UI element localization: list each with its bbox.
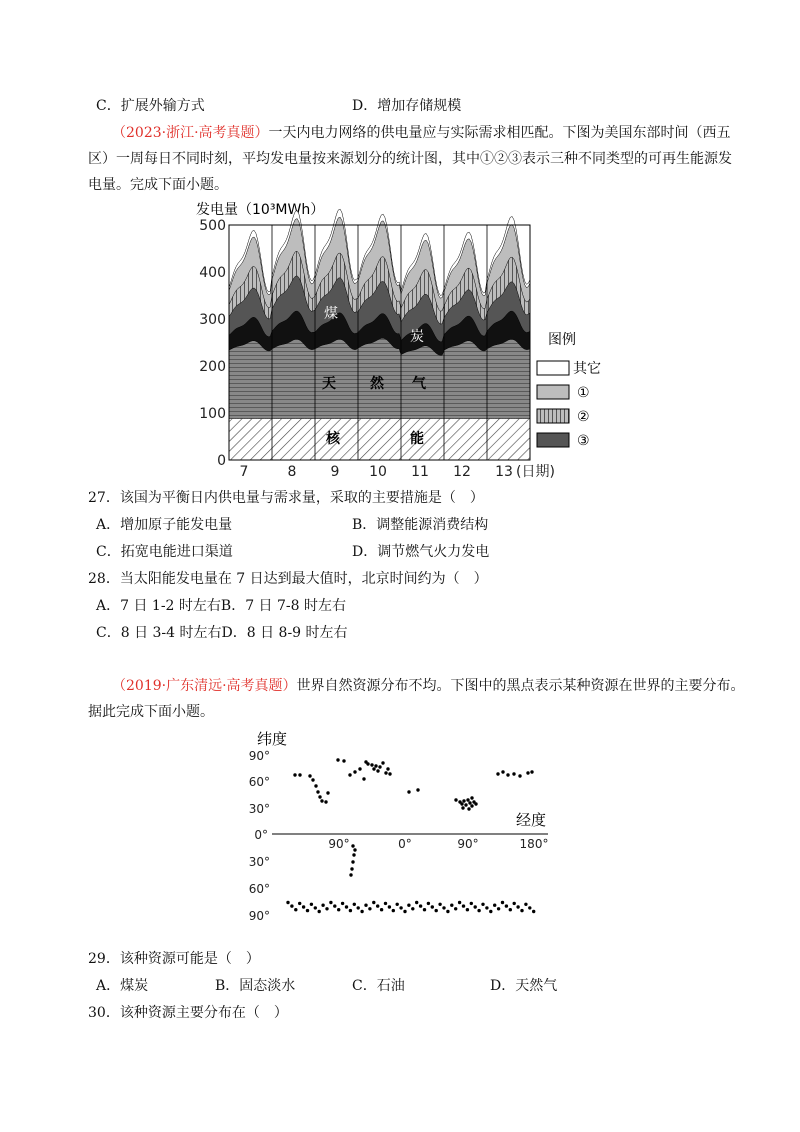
resource-dot xyxy=(353,848,356,851)
resource-dot xyxy=(442,906,445,909)
resource-dot xyxy=(320,799,323,802)
resource-dot xyxy=(470,902,473,905)
resource-dot xyxy=(316,790,319,793)
resource-dot xyxy=(357,906,360,909)
resource-dot xyxy=(431,905,434,908)
resource-dot xyxy=(348,773,351,776)
passage-text: 一天内电力网络的供电量应与实际需求相匹配。下图为美国东部时间（西五 xyxy=(268,125,731,141)
resource-dot xyxy=(311,778,314,781)
y-tick: 300 xyxy=(199,312,226,328)
resource-dot xyxy=(362,777,365,780)
resource-dots xyxy=(286,758,535,913)
coal-label: 炭 xyxy=(410,329,424,345)
resource-dot xyxy=(384,902,387,905)
q29-option-c: C．石油 xyxy=(352,978,405,994)
source-tag: （2023·浙江·高考真题） xyxy=(112,125,269,141)
resource-dot xyxy=(462,904,465,907)
lon-tick: 180° xyxy=(519,837,549,851)
resource-dot xyxy=(306,909,309,912)
resource-dot xyxy=(386,767,389,770)
resource-dot xyxy=(528,906,531,909)
resource-dot xyxy=(407,790,410,793)
passage1-line2: 区）一周每日不同时刻，平均发电量按来源划分的统计图，其中①②③表示三种不同类型的可再生能源发 xyxy=(88,151,732,167)
lon-tick: 0° xyxy=(398,837,412,851)
resource-dot xyxy=(325,907,328,910)
source-tag: （2019·广东清远·高考真题） xyxy=(112,678,297,694)
resource-dot xyxy=(352,853,355,856)
lon-tick: 90° xyxy=(328,837,350,851)
y-tick: 0 xyxy=(217,453,226,469)
q29-option-b: B．固态淡水 xyxy=(215,978,296,994)
q29-stem: 29．该种资源可能是（ ） xyxy=(88,951,260,967)
resource-dot xyxy=(360,910,363,913)
resource-dot xyxy=(358,767,361,770)
resource-dot xyxy=(403,910,406,913)
resource-dot xyxy=(302,905,305,908)
resource-dot xyxy=(446,910,449,913)
legend xyxy=(537,361,601,449)
resource-dot xyxy=(290,904,293,907)
resource-dot xyxy=(298,773,301,776)
resource-dot xyxy=(509,908,512,911)
resource-dot xyxy=(419,904,422,907)
resource-dot xyxy=(380,908,383,911)
resource-dot xyxy=(481,903,484,906)
resource-dot xyxy=(526,771,529,774)
resource-dot xyxy=(415,901,418,904)
resource-dot xyxy=(286,901,289,904)
coal-label: 煤 xyxy=(324,306,338,322)
resource-dot xyxy=(399,906,402,909)
resource-dot xyxy=(326,791,329,794)
resource-dot xyxy=(388,772,391,775)
resource-dot xyxy=(462,799,465,802)
resource-dot xyxy=(454,907,457,910)
legend-label: ① xyxy=(577,385,590,401)
resource-dot xyxy=(466,798,469,801)
resource-dot xyxy=(333,904,336,907)
resource-dot xyxy=(314,906,317,909)
stacked-areas xyxy=(229,209,530,460)
resource-dot xyxy=(427,902,430,905)
resource-dot xyxy=(364,904,367,907)
resource-dot xyxy=(520,909,523,912)
gas-label: 然 xyxy=(370,376,384,392)
passage1-line1 xyxy=(112,124,731,142)
x-tick: 7 xyxy=(239,464,249,480)
lat-tick: 30° xyxy=(248,802,270,816)
resource-dot xyxy=(381,761,384,764)
lat-tick: 60° xyxy=(248,882,270,896)
x-axis-unit: (日期) xyxy=(516,464,555,480)
lat-tick: 90° xyxy=(248,909,270,923)
resource-dot xyxy=(501,770,504,773)
resource-dot xyxy=(477,909,480,912)
resource-dot xyxy=(501,901,504,904)
resource-dot xyxy=(345,905,348,908)
resource-dot xyxy=(324,800,327,803)
resource-dot xyxy=(466,908,469,911)
resource-dot xyxy=(407,904,410,907)
resource-dot xyxy=(524,903,527,906)
resource-dot xyxy=(454,798,457,801)
y-axis-title: 发电量（10³MWh） xyxy=(196,202,325,218)
passage2-line1 xyxy=(112,677,745,695)
q27-option-c: C．拓宽电能进口渠道 xyxy=(96,544,233,560)
resource-dot xyxy=(423,908,426,911)
resource-dot xyxy=(470,804,473,807)
resource-dot xyxy=(512,772,515,775)
lat-tick: 90° xyxy=(248,749,270,763)
x-tick: 11 xyxy=(411,464,429,480)
resource-dot xyxy=(458,901,461,904)
q27-option-a: A．增加原子能发电量 xyxy=(96,517,233,533)
resource-dot xyxy=(342,759,345,762)
resource-dot xyxy=(314,784,317,787)
resource-dot xyxy=(351,860,354,863)
x-tick: 13 xyxy=(495,464,513,480)
resource-dot xyxy=(489,910,492,913)
x-tick: 10 xyxy=(369,464,387,480)
nuclear-label: 能 xyxy=(410,431,424,447)
resource-dot xyxy=(460,802,463,805)
resource-dot xyxy=(351,844,354,847)
resource-dot xyxy=(396,903,399,906)
nuclear-label: 核 xyxy=(326,431,340,447)
q27-stem: 27．该国为平衡日内供电量与需求量，采取的主要措施是（ ） xyxy=(88,490,484,506)
resource-dot xyxy=(474,905,477,908)
resource-dot xyxy=(310,903,313,906)
resource-dot xyxy=(505,904,508,907)
resource-dot xyxy=(392,909,395,912)
resource-dot xyxy=(308,774,311,777)
passage1-line3: 电量。完成下面小题。 xyxy=(88,177,228,193)
longitude-title: 经度 xyxy=(516,811,547,829)
resource-dot xyxy=(366,762,369,765)
resource-dot xyxy=(461,806,464,809)
resource-dot xyxy=(376,904,379,907)
resource-dot xyxy=(349,909,352,912)
resource-dot xyxy=(318,795,321,798)
resource-dot xyxy=(321,904,324,907)
resource-dot xyxy=(378,765,381,768)
resource-dot xyxy=(372,901,375,904)
q28-options-cd: C．8 日 3-4 时左右D．8 日 8-9 时左右 xyxy=(96,625,348,641)
legend-swatch-3 xyxy=(537,433,569,447)
option-d: D．增加存储规模 xyxy=(352,98,462,114)
legend-swatch-1 xyxy=(537,385,569,399)
x-tick: 8 xyxy=(287,464,297,480)
resource-dot xyxy=(513,902,516,905)
resource-dot xyxy=(372,767,375,770)
resource-dot xyxy=(293,773,296,776)
legend-label: ③ xyxy=(577,433,590,449)
q30-stem: 30．该种资源主要分布在（ ） xyxy=(88,1005,288,1021)
resource-dot xyxy=(474,802,477,805)
resource-dot xyxy=(350,867,353,870)
y-tick: 100 xyxy=(199,406,226,422)
lat-tick: 30° xyxy=(248,855,270,869)
resource-dot xyxy=(438,903,441,906)
legend-label: ② xyxy=(577,409,590,425)
resource-dot xyxy=(374,764,377,767)
legend-label: 其它 xyxy=(573,361,601,377)
resource-dot xyxy=(518,774,521,777)
resource-dot xyxy=(370,763,373,766)
lon-tick: 90° xyxy=(457,837,479,851)
resource-dot xyxy=(376,769,379,772)
x-tick: 9 xyxy=(330,464,340,480)
gas-label: 气 xyxy=(412,376,426,392)
option-c: C．扩展外输方式 xyxy=(96,98,205,114)
resource-dot xyxy=(464,803,467,806)
q29-option-a: A．煤炭 xyxy=(96,978,149,994)
resource-dot xyxy=(337,908,340,911)
resource-dot xyxy=(416,788,419,791)
resource-dot xyxy=(450,904,453,907)
q27-option-b: B．调整能源消费结构 xyxy=(352,517,489,533)
resource-dot xyxy=(467,807,470,810)
resource-dot xyxy=(353,903,356,906)
resource-dot xyxy=(530,770,533,773)
resource-dot xyxy=(532,910,535,913)
q28-stem: 28．当太阳能发电量在 7 日达到最大值时，北京时间约为（ ） xyxy=(88,571,488,587)
resource-dot xyxy=(384,771,387,774)
resource-dot xyxy=(318,910,321,913)
resource-dot xyxy=(497,907,500,910)
legend-swatch-2 xyxy=(537,409,569,423)
resource-dot xyxy=(485,906,488,909)
resource-dot xyxy=(294,908,297,911)
y-tick: 400 xyxy=(199,265,226,281)
resource-dot xyxy=(435,909,438,912)
resource-dot xyxy=(496,772,499,775)
resource-dot xyxy=(349,873,352,876)
resource-dot xyxy=(388,905,391,908)
q28-options-ab: A．7 日 1-2 时左右B．7 日 7-8 时左右 xyxy=(96,598,347,614)
resource-dot xyxy=(506,773,509,776)
y-tick: 200 xyxy=(199,359,226,375)
legend-swatch-other xyxy=(537,361,569,375)
lat-tick: 60° xyxy=(248,775,270,789)
y-tick: 500 xyxy=(199,218,226,234)
resource-dot xyxy=(470,796,473,799)
resource-dot xyxy=(298,902,301,905)
passage-text: 世界自然资源分布不均。下图中的黑点表示某种资源在世界的主要分布。 xyxy=(296,678,745,694)
resource-dot xyxy=(353,770,356,773)
area-nuclear xyxy=(229,419,530,460)
resource-dot xyxy=(341,902,344,905)
legend-title: 图例 xyxy=(548,332,576,348)
resource-dot xyxy=(336,758,339,761)
resource-dot xyxy=(516,905,519,908)
q27-option-d: D．调节燃气火力发电 xyxy=(352,544,490,560)
x-tick: 12 xyxy=(453,464,471,480)
q29-option-d: D．天然气 xyxy=(490,978,558,994)
resource-dot xyxy=(411,907,414,910)
passage2-line2: 据此完成下面小题。 xyxy=(88,704,214,720)
latitude-title: 纬度 xyxy=(257,730,288,748)
resource-dot xyxy=(468,801,471,804)
resource-dot xyxy=(329,901,332,904)
lat-tick: 0° xyxy=(254,828,268,842)
resource-dot xyxy=(368,907,371,910)
gas-label: 天 xyxy=(322,376,336,392)
electricity-chart xyxy=(0,195,800,495)
resource-distribution-chart xyxy=(0,722,800,927)
resource-dot xyxy=(493,904,496,907)
